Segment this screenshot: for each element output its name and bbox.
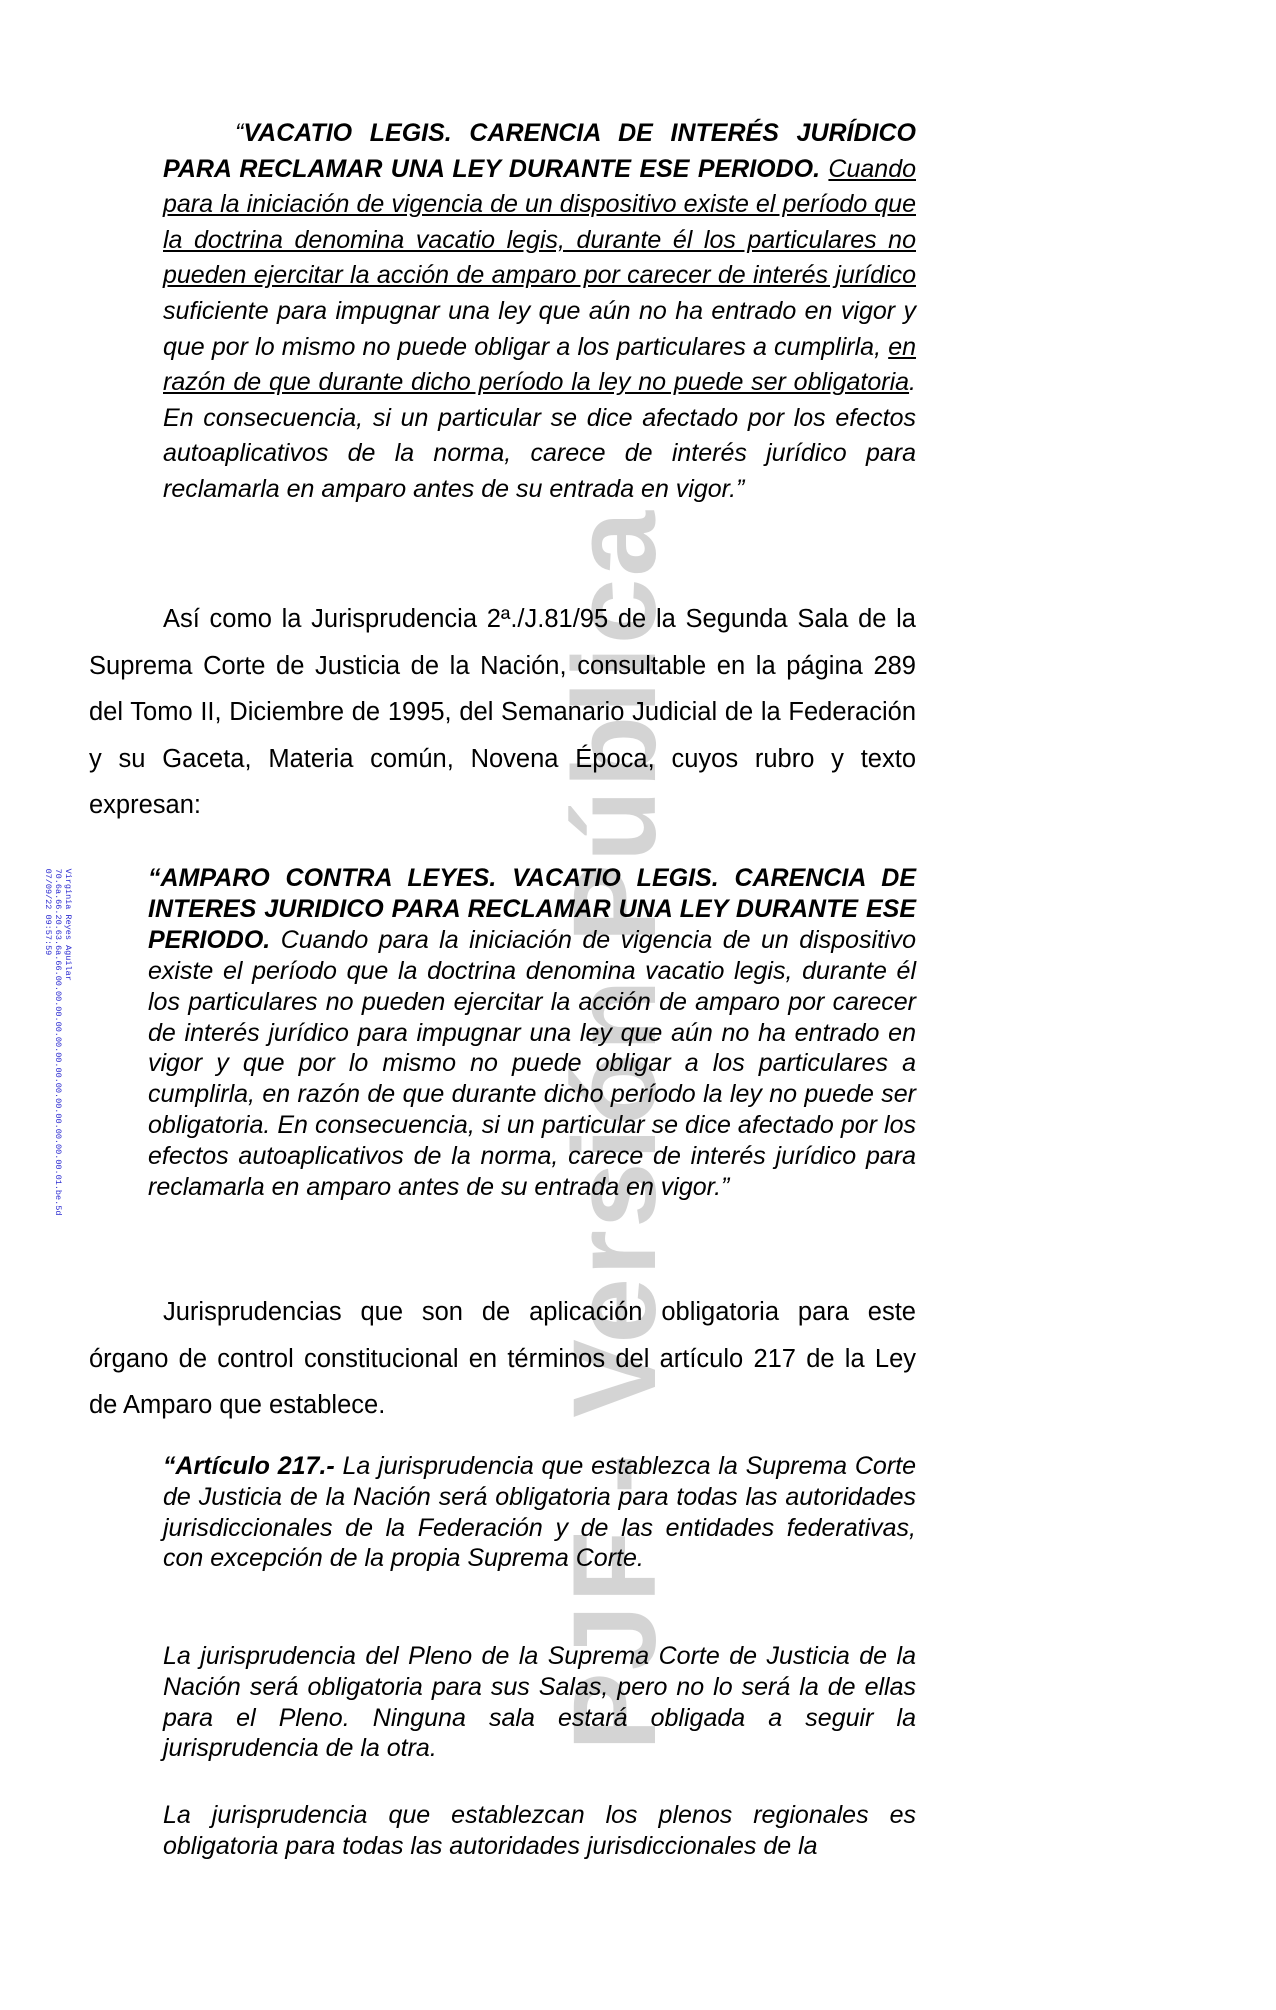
- quote-articulo-217-part3: [163, 1800, 916, 1862]
- bold-text: “AMPARO CONTRA LEYES. VACATIO LEGIS. CARENCIA DE INTERES JURIDICO PARA RECLAMAR UNA LEY DURANTE ESE PERIODO.: [148, 864, 916, 954]
- stamp-line-date: 07/09/22 09:57:59: [43, 868, 53, 956]
- stamp-line-name: Virginia Reyes Aguilar: [63, 868, 73, 981]
- bold-text: “Artículo 217.-: [163, 1452, 335, 1480]
- body-paragraph-obligatoria: [89, 1289, 916, 1429]
- body-text: Así como la Jurisprudencia 2ª./J.81/95 de la Segunda Sala de la Suprema Corte de Justicia de la Nación, consultable en la página 289 del Tomo II, Diciembre de 1995, del Semanario Judicial de la Federación y su Gaceta, Materia común, Novena Época, cuyos rubro y texto expresan:: [89, 605, 916, 819]
- quote-vacatio-legis: [163, 116, 916, 508]
- quote-paragraph: La jurisprudencia del Pleno de la Suprema Corte de Justicia de la Nación será obligatoria para sus Salas, pero no lo será la de ellas para el Pleno. Ninguna sala estará obligada a seguir la jurisprudencia de la otra.: [163, 1642, 916, 1763]
- body-paragraph-jurisprudencia: [89, 596, 916, 829]
- underlined-text: Cuando para la iniciación de vigencia de un dispositivo existe el período que la doctrina denomina vacatio legis, durante él los particulares no pueden ejercitar la acción de amparo por carecer de interés jurídico: [163, 154, 916, 290]
- quote-paragraph: [148, 863, 916, 1203]
- text-run: Cuando para la iniciación de vigencia de un dispositivo existe el período que la doctrina denomina vacatio legis, durante él los particulares no pueden ejercitar la acción de amparo por carecer de interés jurídico para impugnar una ley que aún no ha entrado en vigor y que por lo mismo no puede obligar a los particulares a cumplirla, en razón de que durante dicho período la ley no puede ser obligatoria. En consecuencia, si un particular se dice afectado por los efectos autoaplicativos de la norma, carece de interés jurídico para reclamarla en amparo antes de su entrada en vigor.”: [148, 925, 916, 1202]
- stamp-line-serial: 70.6a.66.20.63.6a.66.00.00.00.00.00.00.00.00.00.00.00.00.00.01.be.5d: [53, 868, 63, 1216]
- text-run: “: [235, 119, 244, 147]
- quote-articulo-217-part2: [163, 1641, 916, 1764]
- quote-amparo-contra-leyes: [148, 863, 916, 1203]
- quote-paragraph: [163, 1451, 916, 1574]
- quote-paragraph: [163, 116, 916, 508]
- quote-articulo-217: [163, 1451, 916, 1574]
- text-run: suficiente para impugnar una ley que aún no ha entrado en vigor y que por lo mismo no puede obligar a los particulares a cumplirla,: [163, 296, 916, 361]
- body-text: Jurisprudencias que son de aplicación obligatoria para este órgano de control constitucional en términos del artículo 217 de la Ley de Amparo que establece.: [89, 1298, 916, 1419]
- bold-text: VACATIO LEGIS. CARENCIA DE INTERÉS JURÍDICO PARA RECLAMAR UNA LEY DURANTE ESE PERIODO.: [163, 119, 916, 183]
- body-paragraph: [89, 1289, 916, 1429]
- quote-paragraph: La jurisprudencia que establezcan los plenos regionales es obligatoria para todas las autoridades jurisdiccionales de la: [163, 1801, 916, 1860]
- underlined-text: en razón de que durante dicho período la ley no puede ser obligatoria: [163, 332, 916, 397]
- watermark: PJF - Versión Pública: [549, 508, 681, 1752]
- signature-stamp: [43, 869, 73, 1216]
- text-run: . En consecuencia, si un particular se dice afectado por los efectos autoaplicativos de la norma, carece de interés jurídico para reclamarla en amparo antes de su entrada en vigor.”: [163, 368, 916, 503]
- text-run: La jurisprudencia que establezca la Suprema Corte de Justicia de la Nación será obligatoria para todas las autoridades jurisdiccionales de la Federación y de las entidades federativas, con excepción de la propia Suprema Corte.: [163, 1452, 916, 1573]
- body-paragraph: [89, 596, 916, 829]
